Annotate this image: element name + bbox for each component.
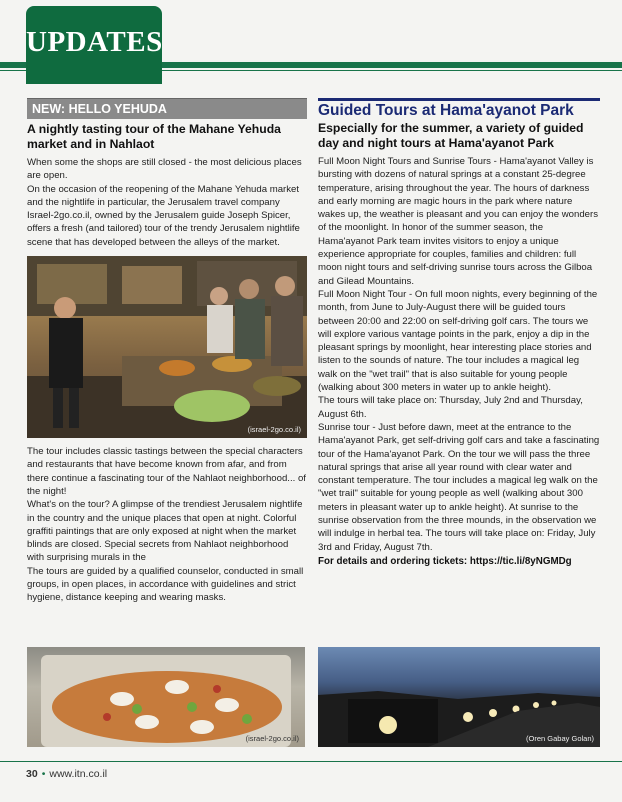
left-paragraph-5: The tours are guided by a qualified counselor, conducted in small groups, in open places, in accordance with guidelines and strict hygiene, distance keeping and wearing masks. <box>27 565 304 604</box>
footer-rule <box>0 761 622 762</box>
updates-badge <box>26 6 162 84</box>
right-paragraph-1: Full Moon Night Tours and Sunrise Tours - Hama'ayanot Valley is bursting with dozens of natural springs at a constant 25-degree temperature, arising throughout the year. The hours of darkness and early morning are magic hours in the park where nature wakes up, the weather is pleasant and you can enjoy the wonders of the moonlight. In honor of the summer season, the Hama'ayanot Park team invites visitors to enjoy a unique experience appropriate for couples, families and children: full moon night tours and self-driving sunrise tours across the Gilboa and Gilead Mountains. <box>318 156 598 287</box>
right-paragraph-2: Full Moon Night Tour - On full moon nights, every beginning of the month, from June to July-August there will be guided tours between 20:00 and 22:00 on self-driving golf cars. The tours we will explore various vantage points in the park, enjoy a dip in the pleasant springs by moonlight, hear interesting place stories and listen to the sounds of nature. The tour includes a magical leg walk on the "wet trail" that is also suitable for young people (walking about 300 meters in water up to ankle height). <box>318 288 598 394</box>
right-paragraph-3: The tours will take place on: Thursday, July 2nd and Thursday, August 6th. <box>318 395 583 420</box>
market-photo <box>27 256 307 438</box>
footer-site: www.itn.co.il <box>49 768 108 780</box>
night-tour-photo-image <box>318 647 600 747</box>
left-paragraph-2: On the occasion of the reopening of the Mahane Yehuda market and the nightlife in particular, the Jerusalem travel company Israel-2go.co.il, owned by the Jerusalem guide Joseph Spicer, offers a fresh (and tailored) tour of the trendy Jerusalem nightlife scene that has developed between the alleys of the market. <box>27 183 300 248</box>
left-paragraph-4: What's on the tour? A glimpse of the trendiest Jerusalem nightlife in the country and the unique places that open at night. Colorful graffiti paintings that are only exposed at night when the market blinds are closed. Special secrets from Nahlaot neighborhood with surprising murals in the <box>27 499 303 564</box>
market-photo-credit: (israel-2go.co.il) <box>247 425 301 435</box>
left-headline: A nightly tasting tour of the Mahane Yehuda market and in Nahlaot <box>27 122 281 151</box>
left-column <box>27 98 307 605</box>
left-paragraph-3: The tour includes classic tastings between the special characters and restaurants that have become known from afar, and from there continue a fascinating tour of the Nahlaot neighborhood... of the night! <box>27 446 306 497</box>
page-number: 30 <box>26 768 38 780</box>
food-photo-image <box>27 647 305 747</box>
updates-badge-text: UPDATES <box>26 26 163 58</box>
tickets-cta: For details and ordering tickets: https://tic.li/8yNGMDg <box>318 555 572 567</box>
night-tour-photo-credit: (Oren Gabay Golan) <box>526 734 594 743</box>
right-title: Guided Tours at Hama'ayanot Park <box>318 102 574 119</box>
left-paragraph-1: When some the shops are still closed - the most delicious places are open. <box>27 157 302 182</box>
food-photo-credit: (israel-2go.co.il) <box>245 734 299 743</box>
footer <box>26 768 107 780</box>
night-tour-photo <box>318 647 600 747</box>
right-subhead: Especially for the summer, a variety of guided day and night tours at Hama'ayanot Park <box>318 121 584 150</box>
market-photo-image <box>27 256 307 438</box>
right-title-rule <box>318 98 600 120</box>
right-column <box>318 98 600 568</box>
right-paragraph-4: Sunrise tour - Just before dawn, meet at the entrance to the Hama'ayanot Park, get self-driving golf cars and take a fascinating tour of the Hama'ayanot Park. On the tour we will pass the three natural springs that arise all year round with clear water and constant temperature. The tour includes a magical leg walk on the "wet trail" suitable for young people as well (walking about 300 meters in pleasant water up to ankle height). At sunrise to the sunrise observation from the three mounds, in the observation we will indulge in herbal tea. The tours will take place on: Friday, July 3rd and Friday, August 7th. <box>318 421 600 553</box>
footer-bullet: • <box>41 768 46 780</box>
section-label: NEW: HELLO YEHUDA <box>27 98 307 119</box>
food-photo <box>27 647 305 747</box>
